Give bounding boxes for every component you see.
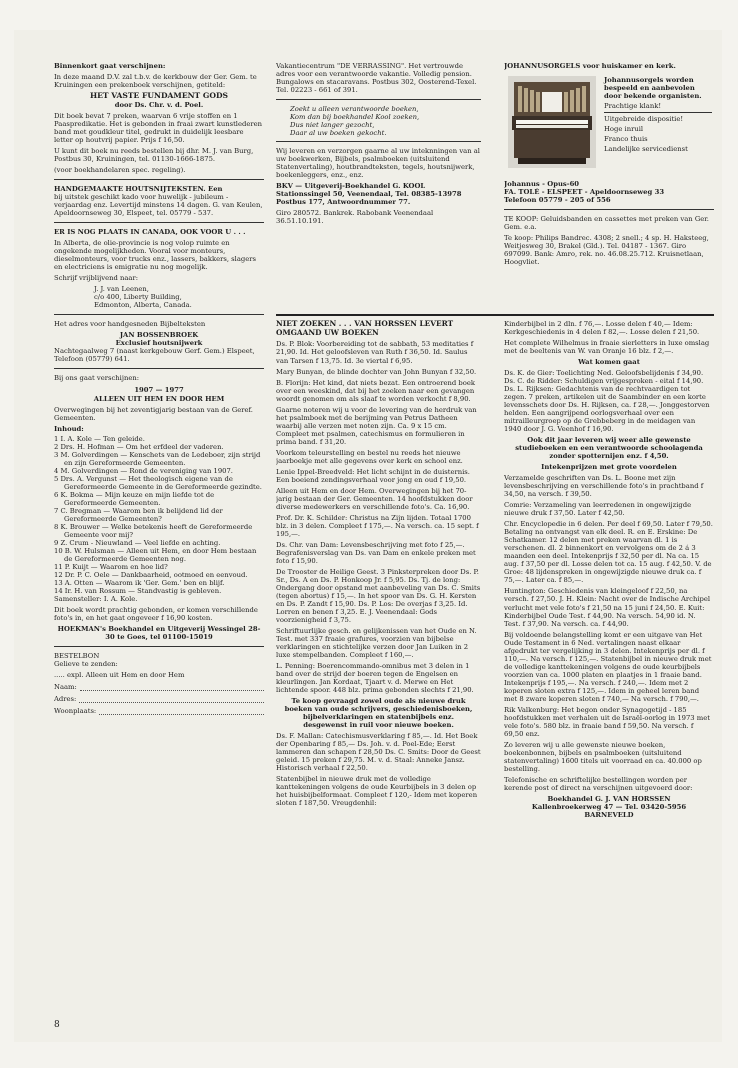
organ-ad <box>504 62 714 180</box>
column-middle <box>276 320 481 1020</box>
bkv-name: BKV — Uitgeverij-Boekhandel G. KOOL <box>276 182 426 191</box>
poem-line: Kom dan bij boekhandel Kool zoeken, <box>290 113 420 122</box>
bestelbon-sub: Gelieve te zenden: <box>54 659 118 668</box>
houtsnij-body: bij uitstek geschikt kado voor huwelijk - jubileum - verjaardag enz. Levertijd minstens 14 dagen. G. van Keulen, Apeldoornseweg 30, Elspeet, tel. 05779 - 537. <box>54 193 263 218</box>
listing-paragraph: Kinderbijbel in 2 dln. f 76,—. Losse delen f 40,— Idem: Kerkgeschiedenis in 4 delen f 82,—. Losse delen f 21,50. <box>504 320 700 337</box>
bkv-body: Wij leveren en verzorgen gaarne al uw inteknningen van al uw boekwerken, Bijbels, psalmboeken (uitsluitend Statenvertaling), houtbrandteksten, tegels, houtsnijwerk, boekenleggers, enz., enz. <box>276 147 480 180</box>
inhoud-item: 2 Drs. H. Hofman — Om het erfdeel der vaderen. <box>54 442 224 451</box>
inhoud-item: 7 C. Bregman — Waarom ben ik belijdend lid der Gereformeerde Gemeenten? <box>54 506 223 523</box>
newspaper-page <box>14 30 722 1042</box>
inteken-paragraph: Bij voldoende belangstelling komt er een uitgave van Het Oude Testament in 6 Ned. vertalingen naast elkaar afgedrukt ter vergelijking in 3 delen. Intekenprijs per dl. f 110,—. Na versch. f 125,—. Statenbijbel in nieuwe druk met de volledige kanttekeningen volgens de oude keurbijbels voorzien van ca. 1000 platen en plaatjes in 1 fraaie band. Intekenprijs f 195,—. Na versch. f 240,—. Idem met 2 koperen sloten extra f 125,—. Idem in geheel leren band met 8 zware koperen sloten f 740,— Na versch. f 790,—. <box>504 630 712 703</box>
page-number: 8 <box>54 1020 60 1030</box>
inteken-paragraph: Rik Valkenburg: Het begon onder Synagogetijd - 185 hoofdstukken met verhalen uit de Israël-oorlog in 1973 met vele foto's. 580 blz. in fraaie band f 59,50. Na versch. f 69,50 enz. <box>504 705 710 738</box>
inhoud-item: 8 K. Brouwer — Welke betekenis heeft de Gereformeerde Gemeente voor mij? <box>54 522 253 539</box>
organ-feature: Landelijke servicedienst <box>604 145 688 154</box>
column-middle-top <box>276 62 481 314</box>
jubileum-body: Overwegingen bij het zeventigjarig bestaan van de Geref. Gemeenten. <box>54 406 253 423</box>
kerkbouw-order: U kunt dit boek nu reeds bestellen bij dhr. M. J. van Burg, Postbus 30, Kruiningen, tel. 01130-1666-1875. <box>54 147 254 164</box>
bijbelteksten-sub: Exclusief houtsnijwerk <box>115 339 203 348</box>
listing-paragraph: De Trooster de Heilige Geest. 3 Pinksterpreken door Ds. P. Sr., Ds. A en Ds. P. Honkoop Jr. f 5,95. Ds. Tj. de long: Ondergang door opstand met aanbeveling van Ds. C. Smits (tegen abortus) f 15,—. In het spoor van Ds. G. H. Kersten en Ds. P. Zandt f 15,90. Ds. P. Los: De overjas f 3,25. Id. Lorren en benen f 3,25. E. J. Veenendaal: Gods voorzienigheid f 3,75. <box>276 567 481 624</box>
kool-poem <box>276 105 481 137</box>
divider <box>276 99 481 100</box>
bkv-addr: Stationssingel 50, Veenendaal, Tel. 08385-13978 <box>276 190 462 199</box>
inhoud-item: 4 M. Golverdingen — Rond de vereniging van 1907. <box>54 466 233 475</box>
listing-paragraph: Statenbijbel in nieuwe druk met de volledige kanttekeningen volgens de oude Keurbijbels in 3 delen op het huisbijbelformaat. Compleet f 120,- Idem met koperen sloten f 187,50. Vreugdenhil: <box>276 775 478 808</box>
houtsnij-title: HANDGEMAAKTE HOUTSNIJTEKSTEN. Een <box>54 185 223 194</box>
shop-city: BARNEVELD <box>584 810 634 819</box>
organ-title: JOHANNUSORGELS voor huiskamer en kerk. <box>504 62 676 70</box>
organ-text <box>604 76 712 155</box>
inteken-paragraph: Chr. Encyclopedie in 6 delen. Per deel f 69,50. Later f 79,50. Betaling na ontvangst van elk deel. R. en E. Erskine: De Schatkamer. 12 delen met preken waarvan dl. 1 is verschenen. dl. 2 binnenkort en vervolgens om de 2 á 3 maanden een deel. Intekenprijs f 32,50 per dl. Na ca. 15 aug. f 37,50 per dl. Losse delen tot ca. 15 aug. f 42,50. V. de Groe: 48 lijdenspreken in ongewijzigde nieuwe druk ca. f 75,—. Later ca. f 85,—. <box>504 520 713 585</box>
divider <box>604 112 712 113</box>
horssen-title: NIET ZOEKEN . . . VAN HORSSEN LEVERT OMGAAND UW BOEKEN <box>276 320 454 337</box>
divider <box>504 209 714 210</box>
organ-phone: Telefoon 05779 - 205 of 556 <box>504 196 611 205</box>
listing-paragraph: Mary Bunyan, de blinde dochter van John Bunyan f 32,50. <box>276 367 477 376</box>
jubileum-intro: Bij ons gaat verschijnen: <box>54 374 140 383</box>
divider <box>276 141 481 142</box>
inteken-paragraph: Telefonische en schriftelijke bestellingen worden per kerende post of direct na verschijnen uitgevoerd door: <box>504 775 693 792</box>
tekoop-body: TE KOOP: Geluidsbanden en cassettes met preken van Ger. Gem. e.a. <box>504 215 709 232</box>
kerkbouw-body: Dit boek bevat 7 preken, waarvan 6 vrije stoffen en 1 Paaspredikatie. Het is gebonden in fraai zwart kunstlederen band met goudkleur titel, gedrukt in duidelijk leesbare letter op houtvrij papier. Prijs f 16,50. <box>54 112 263 145</box>
divider <box>54 368 264 369</box>
inteken-list <box>504 474 714 792</box>
listing-paragraph: Ds. F. Mallan: Catechismusverklaring f 85,—. Id. Het Boek der Openbaring f 85,— Ds. Joh. v. d. Poel-Ede; Eerst lammeren dan schapen f 28,50 Ds. C. Smits: Door de Geest geleid. 15 preken f 29,75. M. v. d. Staal: Anneke Jansz. Historisch verhaal f 22,50. <box>276 732 481 773</box>
inhoud-item: 9 Z. Crum - Nieuwland — Veel liefde en achting. <box>54 538 221 547</box>
bkv-postbus: Postbus 177, Antwoordnummer 77. <box>276 198 411 207</box>
organ-model: Johannus - Opus-60 <box>504 180 580 188</box>
kerkbouw-book-author: door Ds. Chr. v. d. Poel. <box>114 101 204 109</box>
jubileum-closing: Dit boek wordt prachtig gebonden, er komen verschillende foto's in, en het gaat ongeveer f 16,90 kosten. <box>54 605 258 622</box>
inhoud-item: 11 P. Kuijt — Waarom en hoe lid? <box>54 562 168 571</box>
inhoud-list <box>54 435 264 595</box>
section-rule <box>276 314 714 316</box>
column-right-top <box>504 62 714 314</box>
kerkbouw-title: Binnenkort gaat verschijnen: <box>54 62 166 70</box>
listing-paragraph: Lenie Ippel-Breedveld: Het licht schijnt in de duisternis. Een boeiend zendingsverhaal voor jong en oud f 19,50. <box>276 467 470 484</box>
inhoud-item: 6 K. Bokma — Mijn keuze en mijn liefde tot de Gereformeerde Gemeenten. <box>54 490 215 507</box>
samensteller: Samensteller: I. A. Kole. <box>54 594 138 603</box>
organ-dealer: FA. TOLÉ - ELSPEET - Apeldoornseweg 33 <box>504 188 665 197</box>
naam-field[interactable] <box>54 683 264 691</box>
shop-addr: Kallenbroekerweg 47 — Tel. 03420-5956 <box>531 802 687 811</box>
divider <box>54 179 264 180</box>
inhoud-item: 3 M. Golverdingen — Kenschets van de Ledeboer, zijn strijd en zijn Gereformeerde Gemeenten. <box>54 450 261 467</box>
inhoud-item: 12 Dr. P. C. Oele — Dankbaarheid, ootmoed en eenvoud. <box>54 570 248 579</box>
inhoud-item: 5 Drs. A. Vergunst — Het theologisch eigene van de Gereformeerde Gemeente in de Gereformeerde gezindte. <box>54 474 262 491</box>
listing-paragraph: Alleen uit Hem en door Hem. Overwegingen bij het 70-jarig bestaan der Ger. Gemeenten. 14 hoofdstukken door diverse medewerkers en verschillende foto's. Ca. 16,90. <box>276 486 473 511</box>
inhoud-label: Inhoud: <box>54 425 84 434</box>
inhoud-item: 10 B. W. Hulsman — Alleen uit Hem, en door Hem bestaan de Gereformeerde Gemeenten nog. <box>54 546 257 563</box>
listing-paragraph: Schriftuurlijke gesch. en gelijkenissen van het Oude en N. Test. met 337 fraaie grafures, voorzien van bijbelse verklaringen en stichtelijke verzen door Jan Luiken in 2 luxe stempelbanden. Compleet f 160,—. <box>276 626 477 660</box>
horssen-more <box>504 320 714 355</box>
inteken-paragraph: Huntington: Geschiedenis van kleingeloof f 22,50, na versch. f 27,50. J. H. Klein: Nacht over de Indische Archipel verlucht met vele foto's f 21,50 na 15 juni f 24,50. E. Kuit: Kinderbijbel Oude Test. f 44,90. Na versch. 54,90 id. N. Test. f 37,90. Na versch. ca. f 44,90. <box>504 587 711 628</box>
column-right <box>504 320 714 1020</box>
woonplaats-field[interactable] <box>54 707 264 715</box>
inhoud-item: 13 A. Otten — Waarom ik 'Ger. Gem.' ben en blijf. <box>54 578 225 587</box>
organ-claim2: Prachtige klank! <box>604 102 662 111</box>
schoolagenda: Ook dit jaar leveren wij weer alle gewenste studieboeken en een verantwoorde schoolagenda zonder spotternijen enz. f 4,50. <box>515 436 703 461</box>
bijbelteksten-name: JAN BOSSENBROEK <box>119 331 199 340</box>
bestelbon-line[interactable]: ..... expl. Alleen uit Hem en door Hem <box>54 670 185 679</box>
divider <box>54 646 264 647</box>
listing-paragraph: Voorkom teleurstelling en bestel nu reeds het nieuwe jaarboekje met alle gegevens over kerk en school enz. <box>276 448 463 465</box>
kerkbouw-book-title: HET VASTE FUNDAMENT GODS <box>89 91 229 101</box>
inteken-paragraph: Zo leveren wij u alle gewenste nieuwe boeken, boekenbonnen, bijbels en psalmboeken (uitsluitend statenvertaling) 1600 titels uit voorraad en ca. 40.000 op bestelling. <box>504 740 702 773</box>
bestelbon-title: BESTELBON <box>54 651 100 660</box>
listing-paragraph: Ds. Chr. van Dam: Levensbeschrijving met foto f 25,—. Begrafenisverslag van Ds. van Dam en enkele preken met foto f 15,90. <box>276 540 476 565</box>
canada-body: In Alberta, de olie-provincie is nog volop ruimte en ongekende mogelijkheden. Vooral voor monteurs, dieselmonteurs, voor trucks enz., lassers, bakkers, slagers en electriciens is emigratie nu nog mogelijk. <box>54 239 256 272</box>
inteken-paragraph: Comrie: Verzameling van leerredenen in ongewijzigde nieuwe druk f 37,50. Later f 42,50. <box>504 501 692 518</box>
poem-line: Daar al uw boeken gekocht. <box>290 129 387 138</box>
inhoud-item: 14 Ir. H. van Rossum — Standvastig is gebleven. <box>54 586 222 595</box>
organ-feature: Uitgebreide dispositie! <box>604 115 684 124</box>
jubileum-years: 1907 — 1977 <box>134 386 184 395</box>
canada-addr-line: Edmonton, Alberta, Canada. <box>94 301 192 310</box>
woonplaats-input[interactable] <box>99 707 264 715</box>
adres-input[interactable] <box>79 695 264 703</box>
horssen-listings <box>276 340 481 694</box>
inteken-title: Intekenprijzen met grote voordelen <box>541 463 677 472</box>
organ-feature: Franco thuis <box>604 135 648 144</box>
organ-features <box>604 115 712 153</box>
poem-line: Zoekt u alleen verantwoorde boeken, <box>290 105 419 114</box>
divider <box>54 222 264 223</box>
listing-paragraph: Het complete Wilhelmus in fraaie sierletters in luxe omslag met de beeltenis van W. van Oranje 16 blz. f 2,—. <box>504 339 710 356</box>
organ-claim1: Johannusorgels worden bespeeld en aanbevolen door bekende organisten. <box>604 76 702 101</box>
listing-paragraph: Prof. Dr. K. Schilder: Christus na Zijn lijden. Totaal 1700 blz. in 3 delen. Compleet f 175,—. Na versch. ca. 15 sept. f 195,—. <box>276 513 479 538</box>
kerkbouw-intro: In deze maand D.V. zal t.b.v. de kerkbouw der Ger. Gem. te Kruiningen een prekenboek verschijnen, getiteld: <box>54 73 257 90</box>
canada-addr-line: c/o 400, Liberty Building, <box>94 293 182 302</box>
canada-address <box>54 285 264 309</box>
naam-input[interactable] <box>80 683 264 691</box>
organ-image <box>508 76 596 168</box>
poem-line: Dus niet langer gezocht, <box>290 121 375 130</box>
adres-label: Adres: <box>54 694 77 703</box>
canada-write: Schrijf vrijblijvend naar: <box>54 274 138 283</box>
kerkbouw-note: (voor boekhandelaren spec. regeling). <box>54 166 186 175</box>
inhoud-item: 1 I. A. Kole — Ten geleide. <box>54 434 145 443</box>
organ-feature: Hoge inruil <box>604 125 644 134</box>
shop-name: Boekhandel G. J. VAN HORSSEN <box>547 794 671 803</box>
listing-paragraph: L. Penning: Boerencommando-omnibus met 3 delen in 1 band over de strijd der boeren tegen de Engelsen en kleurlingen. Jan Kordaat, Tjaart v. d. Merwe en Het lichtende spoor. 448 blz. prima gebonden slechts f 21,90. <box>276 662 474 695</box>
listing-paragraph: Ds. P. Blok: Voorbereiding tot de sabbath, 53 meditaties f 21,90. Id. Het geloofsleven van Ruth f 36,50. Id. Saulus van Tarsen f 13,75. Id. 3e viertal f 6,95. <box>276 340 474 365</box>
horssen-listings-2 <box>276 732 481 807</box>
woonplaats-label: Woonplaats: <box>54 706 97 715</box>
inteken-paragraph: Verzamelde geschriften van Ds. L. Boone met zijn levensbeschrijving en verschillende foto's in prachtband f 34,50, na versch. f 39,50. <box>504 474 704 499</box>
gevraagd: Te koop gevraagd zowel oude als nieuwe druk boeken van oude schrijvers, geschiedenisboeken, bijbelverklaringen en statenbijbels enz. desgewenst in ruil voor nieuwe boeken. <box>284 697 473 730</box>
jubileum-publisher: HOEKMAN's Boekhandel en Uitgeverij Wessingel 28-30 te Goes, tel 01100-15019 <box>57 624 261 641</box>
verrassing-ad: Vakantiecentrum "DE VERRASSING". Het vertrouwde adres voor een verantwoorde vakantie. Volledig pension. Bungalows en stacaravans. Postbus 302, Oosterend-Texel. Tel. 02223 - 661 of 391. <box>276 62 477 95</box>
tekoop-detail: Te koop: Philips Bandrec. 4308; 2 snell.; 4 sp. H. Haksteeg, Weitjesweg 30, Brakel (Gld.). Tel. 04187 - 1367. Giro 697099. Bank: Amro, rek. no. 46.08.25.712. Kruisnetlaan, Hoogvliet. <box>504 234 709 267</box>
canada-addr-line: J. J. van Leenen, <box>94 285 149 294</box>
canada-title: ER IS NOG PLAATS IN CANADA, OOK VOOR U . . . <box>54 228 246 237</box>
jubileum-title: ALLEEN UIT HEM EN DOOR HEM <box>93 395 225 404</box>
nieuw-title: Wat komen gaat <box>578 358 640 367</box>
bkv-giro: Giro 280572. Bankrek. Rabobank Veenendaal 36.51.10.191. <box>276 209 434 226</box>
listing-paragraph: Gaarne noteren wij u voor de levering van de herdruk van het psalmboek met de berijming van Petrus Datheen waarbij alle verzen met noten zijn. Ca. 9 x 15 cm. Compleet met psalmen, catechismus en formulieren in prima band. f 31,20. <box>276 405 477 446</box>
listing-paragraph: B. Florijn: Het kind, dat niets bezat. Een ontroerend boek over een weeskind, dat bij het zoeken naar een gevangen woordt genomen om als slaaf te worden verkocht f 8,90. <box>276 378 475 403</box>
nieuw-body: Ds. K. de Gier: Toelichting Ned. Geloofsbelijdenis f 34,90. Ds. C. de Ridder: Schuldigen vrijgesproken - eital f 14,90. Ds. L. Rijksen: Gedachtenis van de rechtvaardigen tot zegen. 7 preken, artikelen uit de Saambinder en een korte levensschets door Ds. H. Rijksen, ca. f 28,—. Jonggestorven helden. Een aangrijpend oorlogsverhaal over een mitrailleurgroep op de Grebbeberg in de meidagen van 1940 door J. G. Veenhof f 16,90. <box>504 369 710 434</box>
divider <box>54 314 264 315</box>
bijbelteksten-addr: Nachtegaalweg 7 (naast kerkgebouw Gerf. Gem.) Elspeet, Telefoon (05779) 641. <box>54 347 255 364</box>
adres-field[interactable] <box>54 695 264 703</box>
column-left <box>54 62 264 719</box>
bijbelteksten-intro: Het adres voor handgesneden Bijbelteksten <box>54 320 206 329</box>
naam-label: Naam: <box>54 682 77 691</box>
